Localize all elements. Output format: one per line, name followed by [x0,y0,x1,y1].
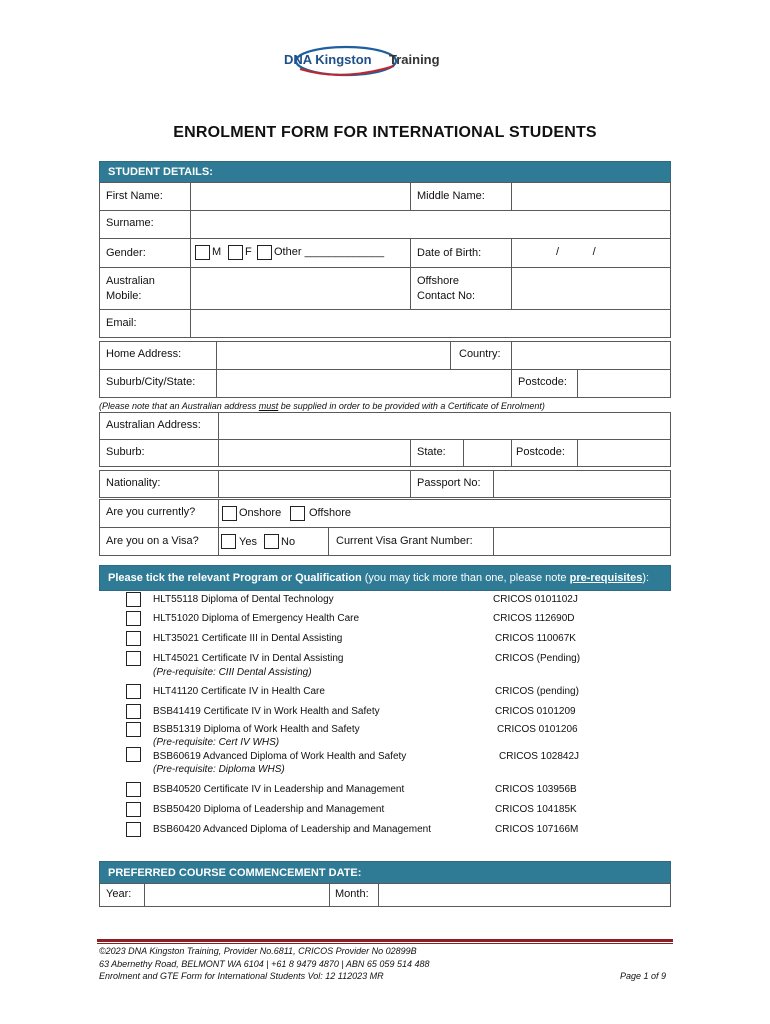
program-cricos: CRICOS 0101102J [493,594,578,605]
visa-grant-field[interactable] [493,527,671,556]
footer-rule [97,939,673,942]
student-details-header [99,161,671,183]
dob-slashes: / / [556,246,596,258]
footer-line1: ©2023 DNA Kingston Training, Provider No.6811, CRICOS Provider No 02899B [99,946,417,956]
footer-page: Page 1 of 9 [620,971,667,981]
suburb-city-field[interactable] [216,369,512,398]
program-cricos: CRICOS 102842J [499,751,580,762]
suburb-city-label: Suburb/City/State: [106,376,196,388]
program-prerequisite: (Pre-requisite: CIII Dental Assisting) [153,667,312,678]
nationality-label: Nationality: [106,477,161,489]
program-name: HLT45021 Certificate IV in Dental Assisting [153,653,344,664]
offshore-label: Offshore [309,507,351,519]
commencement-header [99,861,671,884]
first-name-field[interactable] [190,182,411,211]
program-checkbox[interactable] [126,782,141,797]
program-name: HLT51020 Diploma of Emergency Health Care [153,613,360,624]
gender-other-checkbox[interactable] [257,245,272,260]
program-name: BSB40520 Certificate IV in Leadership and Management [153,784,405,795]
program-name: BSB41419 Certificate IV in Work Health and Safety [153,706,380,717]
offshore-contact-label-cell [410,267,512,310]
email-label: Email: [106,317,137,329]
program-cricos: CRICOS 0101206 [497,724,578,735]
program-name: BSB60619 Advanced Diploma of Work Health and Safety [153,751,407,762]
program-cricos: CRICOS (pending) [495,686,579,697]
onshore-checkbox[interactable] [222,506,237,521]
middle-name-field[interactable] [511,182,671,211]
program-name: BSB60420 Advanced Diploma of Leadership and Management [153,824,431,835]
onshore-label: Onshore [239,507,282,519]
program-prerequisite: (Pre-requisite: Cert IV WHS) [153,737,280,748]
program-checkbox[interactable] [126,651,141,666]
offshore-contact-label-line1: Offshore [417,275,459,287]
gender-label: Gender: [106,247,146,259]
visa-no-checkbox[interactable] [264,534,279,549]
gender-f-label: F [245,246,252,258]
gender-m-checkbox[interactable] [195,245,210,260]
program-prerequisite: (Pre-requisite: Diploma WHS) [153,764,285,775]
commencement-header-label: PREFERRED COURSE COMMENCEMENT DATE: [108,866,362,879]
aus-mobile-label-line1: Australian [106,275,155,287]
offshore-checkbox[interactable] [290,506,305,521]
aus-suburb-field[interactable] [218,439,411,467]
country-label: Country: [459,348,501,360]
aus-mobile-label-line2: Mobile: [106,290,142,302]
gender-other-label: Other _____________ [274,246,385,258]
program-cricos: CRICOS 104185K [495,804,577,815]
visa-yes-checkbox[interactable] [221,534,236,549]
program-checkbox[interactable] [126,611,141,626]
program-name: HLT55118 Diploma of Dental Technology [153,594,334,605]
programs-header-paren-post: ): [642,572,650,584]
country-field[interactable] [511,341,671,370]
student-details-header-label: STUDENT DETAILS: [108,166,213,178]
aus-suburb-label: Suburb: [106,446,145,458]
program-name: HLT41120 Certificate IV in Health Care [153,686,325,697]
visa-label: Are you on a Visa? [106,535,199,547]
program-name: HLT35021 Certificate III in Dental Assisting [153,633,343,644]
visa-grant-label: Current Visa Grant Number: [336,535,473,547]
home-address-label: Home Address: [106,348,182,360]
middle-name-label: Middle Name: [417,190,485,202]
aus-mobile-field[interactable] [190,267,411,310]
address-note [99,401,545,411]
program-checkbox[interactable] [126,704,141,719]
month-field[interactable] [378,883,671,907]
aus-address-field[interactable] [218,412,671,440]
visa-no-label: No [281,536,296,548]
programs-header-link: pre-requisites [569,572,643,584]
logo-brand: DNA Kingston [284,52,372,67]
program-checkbox[interactable] [126,722,141,737]
aus-state-label: State: [417,446,446,458]
month-label: Month: [335,888,369,900]
programs-header [99,565,671,591]
footer-line3: Enrolment and GTE Form for International Students Vol: 12 112023 MR [99,971,384,981]
surname-field[interactable] [190,210,671,239]
programs-header-paren-pre: (you may tick more than one, please note [361,572,570,584]
aus-state-field[interactable] [463,439,512,467]
program-checkbox[interactable] [126,631,141,646]
program-checkbox[interactable] [126,684,141,699]
currently-options-cell [218,499,671,528]
year-label: Year: [106,888,132,900]
gender-f-checkbox[interactable] [228,245,243,260]
program-checkbox[interactable] [126,747,141,762]
address-note-pre: (Please note that an Australian address [99,401,259,411]
dob-label: Date of Birth: [417,247,482,259]
footer-rule-thin [97,943,673,944]
aus-address-label: Australian Address: [106,419,201,431]
currently-label: Are you currently? [106,506,196,518]
logo-suffix: Training [389,52,440,67]
aus-mobile-label-cell [99,267,191,310]
home-address-field[interactable] [216,341,451,370]
offshore-contact-label-line2: Contact No: [417,290,476,302]
visa-yes-label: Yes [239,536,257,548]
program-cricos: CRICOS 112690D [493,613,575,624]
programs-header-bold: Please tick the relevant Program or Qualification [108,572,362,584]
program-cricos: CRICOS 103956B [495,784,577,795]
program-cricos: CRICOS 0101209 [495,706,576,717]
logo [282,44,452,78]
program-checkbox[interactable] [126,592,141,607]
offshore-contact-field[interactable] [511,267,671,310]
passport-label: Passport No: [417,477,481,489]
program-cricos: CRICOS 110067K [495,633,576,644]
surname-label: Surname: [106,217,154,229]
program-cricos: CRICOS 107166M [495,824,579,835]
gender-m-label: M [212,246,222,258]
first-name-label: First Name: [106,190,163,202]
passport-field[interactable] [493,470,671,498]
program-cricos: CRICOS (Pending) [495,653,581,664]
home-postcode-field[interactable] [577,369,671,398]
aus-postcode-field[interactable] [577,439,671,467]
footer-line2: 63 Abernethy Road, BELMONT WA 6104 | +61 8 9479 4870 | ABN 65 059 514 488 [99,959,430,969]
program-name: BSB50420 Diploma of Leadership and Management [153,804,385,815]
page-title: ENROLMENT FORM FOR INTERNATIONAL STUDENTS [173,124,597,141]
email-field[interactable] [190,309,671,338]
address-note-post: be supplied in order to be provided with a Certificate of Enrolment) [278,401,545,411]
year-field[interactable] [144,883,330,907]
home-postcode-label: Postcode: [518,376,567,388]
program-checkbox[interactable] [126,822,141,837]
address-note-must: must [258,401,279,411]
program-name: BSB51319 Diploma of Work Health and Safety [153,724,360,735]
program-checkbox[interactable] [126,802,141,817]
nationality-field[interactable] [218,470,411,498]
aus-postcode-label: Postcode: [516,446,565,458]
